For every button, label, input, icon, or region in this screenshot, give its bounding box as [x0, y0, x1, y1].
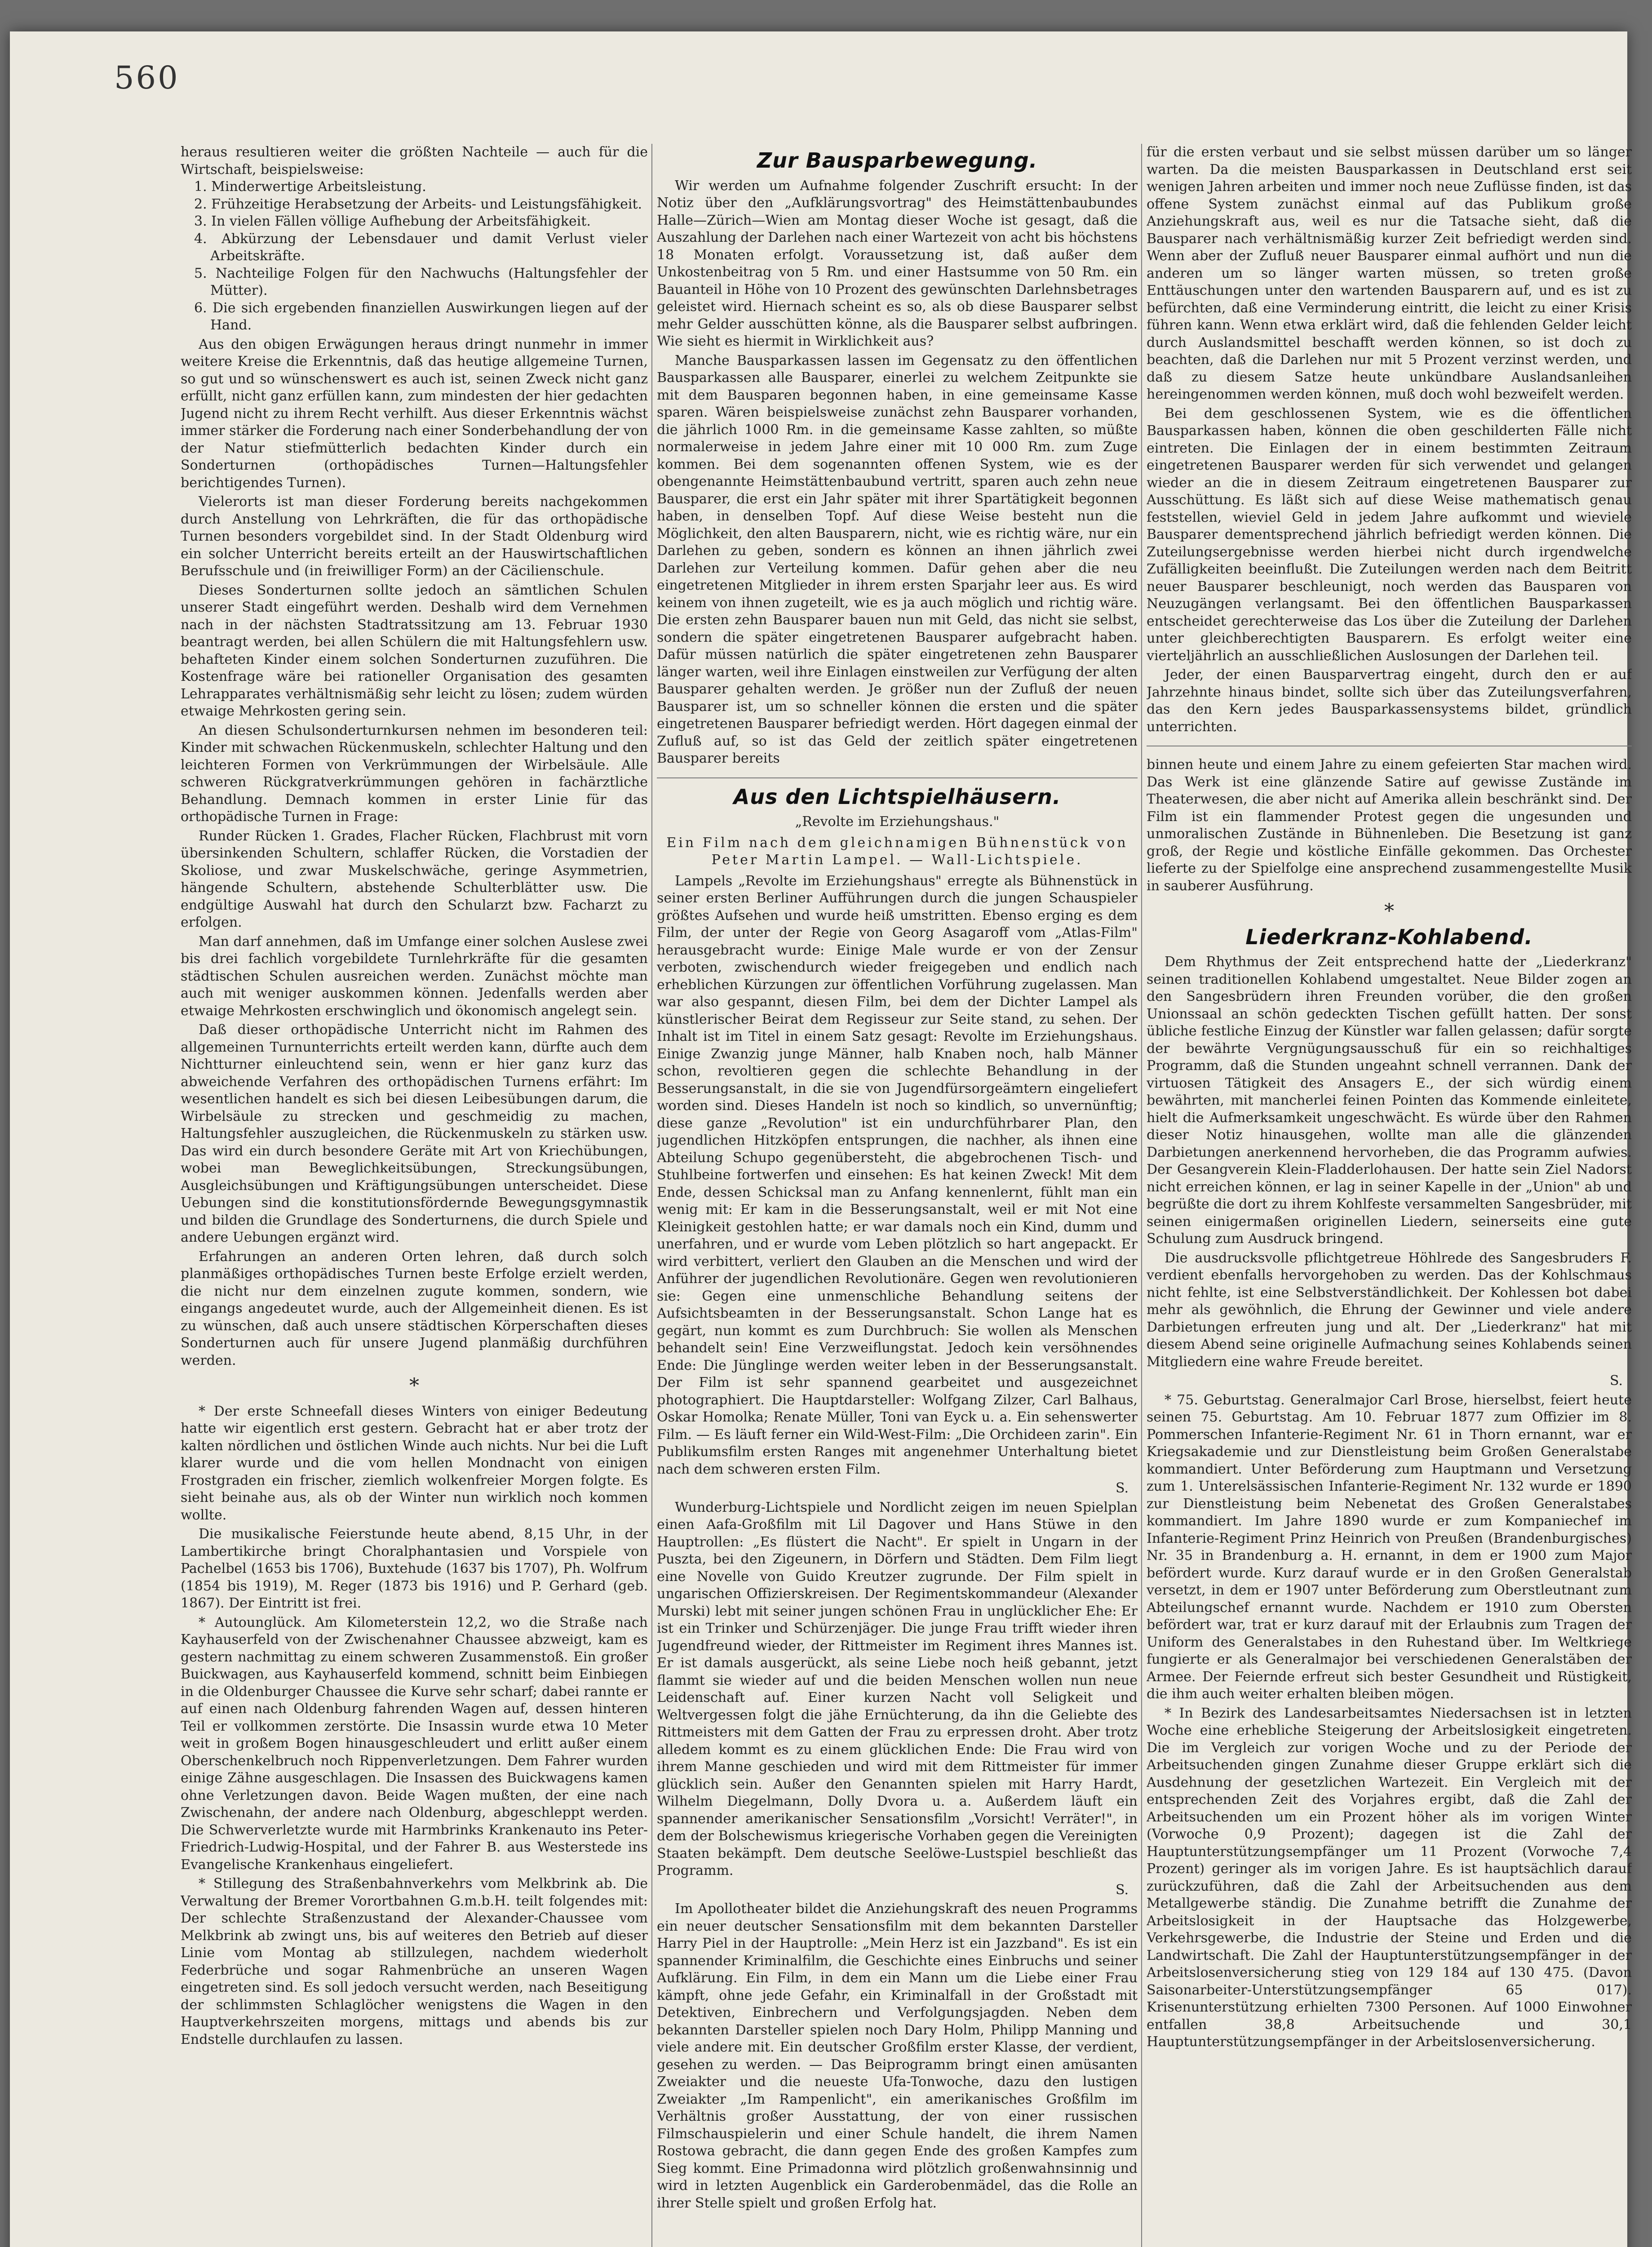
author-signature: S. [1115, 1480, 1129, 1496]
paragraph: Wir werden um Aufnahme folgender Zuschrift ersucht: In der Notiz über den „Aufklärungsvortrag" des Heimstättenbaubundes Halle—Zürich—Wien am Montag dieser Woche ist gesagt, daß die Auszahlung der Darlehen nach einer Wartezeit von acht bis höchstens 18 Monaten erfolgt. Voraussetzung ist, daß außer dem Unkostenbeitrag von 5 Rm. und einer Hastsumme von 50 Rm. ein Bauanteil in Höhe von 10 Prozent des gewünschten Darlehnsbetrages geleistet wird. Hiernach scheint es so, als ob diese Bausparer selbst mehr Gelder ausschütten könne, als die Bausparer selbst aufbringen. Wie sieht es hiermit in Wirklichkeit aus? [657, 178, 1138, 349]
paragraph: Die ausdrucksvolle pflichtgetreue Höhlrede des Sangesbruders F. verdient ebenfalls hervorgehoben zu werden. Das der Kohlschmaus nicht fehlte, ist eine Selbstverständlichkeit. Der Kohlessen bot dabei mehr als gewöhnlich, die Ehrung der Gewinner und viele andere Darbietungen erfreuten jung und alt. Der „Liederkranz" hat mit diesem Abend seine originelle Aufmachung seines Kohlabends seinen Mitgliedern eine wahre Freude bereitet. [1147, 1250, 1632, 1370]
paragraph: Im Apollotheater bildet die Anziehungskraft des neuen Programms ein neuer deutscher Sensationsfilm mit dem bekannten Darsteller Harry Piel in der Hauptrolle: „Mein Herz ist ein Jazzband". Es ist ein spannender Kriminalfilm, die Geschichte eines Einbruchs und seiner Aufklärung. Ein Film, in dem ein Mann um die Liebe einer Frau kämpft, ohne jede Gefahr, ein Kriminalfall in der Großstadt mit Detektiven, Einbrechern und Verfolgungsjagden. Neben dem bekannten Darsteller spielen noch Dary Holm, Philipp Manning und viele andere mit. Ein deutscher Großfilm erster Klasse, der verdient, gesehen zu werden. — Das Beiprogramm bringt einen amüsanten Zweiakter und die neueste Ufa-Tonwoche, dazu den lustigen Zweiakter „Im Rampenlicht", ein amerikanisches Großfilm im Verhältnis großer Ausstattung, der von einer russischen Filmschauspielerin und einer Schule handelt, die ihrem Namen Rostowa gebracht, die dann gegen Ende des großen Kampfes zum Sieg kommt. Eine Primadonna wird plötzlich großenwahnsinnig und wird in letzten Augenblick ein Garderobenmädel, das die Rolle an ihrer Stelle spielt und großen Erfolg hat. [657, 1901, 1138, 2211]
paragraph: An diesen Schulsonderturnkursen nehmen im besonderen teil: Kinder mit schwachen Rückenmuskeln, schlechter Haltung und den leichteren Formen von Verkrümmungen der Wirbelsäule. Alle schweren Rückgratverkrümmungen gehören in fachärztliche Behandlung. Demnach kommen in erster Linie für das orthopädische Turnen in Frage: [181, 722, 648, 825]
column-divider [651, 144, 652, 2247]
list-item: 5. Nachteilige Folgen für den Nachwuchs (Haltungsfehler der Mütter). [194, 265, 648, 298]
newspaper-page [10, 31, 1632, 2247]
author-signature: S. [1609, 1373, 1623, 1389]
section-separator: * [409, 1374, 419, 1397]
news-item-tram-closure: * Stillegung des Straßenbahnverkehrs vom Melkbrink ab. Die Verwaltung der Bremer Vorortbahnen G.m.b.H. teilt folgendes mit: Der schlechte Straßenzustand der Alexander-Chaussee vom Melkbrink ab zwingt uns, bis auf weiteres den Betrieb auf dieser Linie vom Montag ab stillzulegen, nachdem wiederholt Federbrüche und sogar Rahmenbrüche an unseren Wagen eingetreten sind. Es soll jedoch versucht werden, nach Beseitigung der schlimmsten Schlaglöcher wenigstens die Wagen in den Hauptverkehrszeiten morgens, mittags und abends bis zur Endstelle durchlaufen zu lassen. [181, 1876, 648, 2047]
paragraph: Daß dieser orthopädische Unterricht nicht im Rahmen des allgemeinen Turnunterrichts erteilt werden kann, dürfte auch dem Nichtturner einleuchtend sein, wenn er hier ganz kurz das abweichende Verfahren des orthopädischen Turnens erfährt: Im wesentlichen handelt es sich bei diesen Leibesübungen darum, die Wirbelsäule zu strecken und geschmeidig zu machen, Haltungsfehler auszugleichen, die Rückenmuskeln zu stärken usw. Das wird ein durch besondere Geräte mit Art von Kriechübungen, wobei man Beweglichkeitsübungen, Streckungsübungen, Ausgleichsübungen und Kräftigungsübungen unterscheidet. Diese Uebungen sind die konstitutionsfördernde Bewegungsgymnastik und bilden die Grundlage des Sonderturnens, die durch Spiele und andere Uebungen ergänzt wird. [181, 1022, 648, 1245]
article-heading-cinema: Aus den Lichtspielhäusern. [733, 784, 1061, 809]
list-item: 3. In vielen Fällen völlige Aufhebung der Arbeitsfähigkeit. [194, 213, 591, 229]
article-heading-liederkranz: Liederkranz-Kohlabend. [1245, 924, 1533, 949]
news-item-unemployment: * In Bezirk des Landesarbeitsamtes Niedersachsen ist in letzten Woche eine erhebliche Steigerung der Arbeitslosigkeit eingetreten. Die im Vergleich zur vorigen Woche und zu der Periode der Arbeitsuchenden gingen Zunahme dieser Gruppe erklärt sich die Ausdehnung der gesetzlichen Wartezeit. Ein Vergleich mit der entsprechenden Zeit des Vorjahres ergibt, daß die Zahl der Arbeitsuchenden um ein Prozent höher als im vorigen Winter (Vorwoche 0,9 Prozent); dagegen ist die Zahl der Hauptunterstützungsempfänger um 11 Prozent (Vorwoche 7,4 Prozent) geringer als im vorigen Jahre. Es ist hauptsächlich darauf zurückzuführen, daß die Zahl der Arbeitsuchenden aus dem Metallgewerbe ständig. Die Zunahme betrifft die Zunahme der Arbeitslosigkeit in der Hauptsache das Holzgewerbe, Verkehrsgewerbe, die Industrie der Steine und Erden und die Landwirtschaft. Die Zahl der Hauptunterstützungsempfänger in der Arbeitslosenversicherung stieg von 129 184 auf 130 475. (Davon Saisonarbeiter-Unterstützungsempfänger 65 017). Krisenunterstützung erhielten 7300 Personen. Auf 1000 Einwohner entfallen 38,8 Arbeitsuchende und 30,1 Hauptunterstützungsempfänger in der Arbeitslosenversicherung. [1147, 1705, 1632, 2050]
paragraph: Wunderburg-Lichtspiele und Nordlicht zeigen im neuen Spielplan einen Aafa-Großfilm mit Lil Dagover und Hans Stüwe in den Hauptrollen: „Es flüstert die Nacht". Er spielt in Ungarn in der Puszta, bei den Zigeunern, in Dörfern und Städten. Dem Film liegt eine Novelle von Guido Kreutzer zugrunde. Der Film spielt in ungarischen Offizierskreisen. Der Regimentskommandeur (Alexander Murski) lebt mit seiner jungen schönen Frau in unglücklicher Ehe: Er ist ein Trinker und Schürzenjäger. Die junge Frau trifft wieder ihren Jugendfreund wieder, der Rittmeister im Regiment ihres Mannes ist. Er ist damals ausgerückt, als seine Liebe noch heiß gebannt, jetzt flammt sie wieder auf und die beiden Menschen wollen nun neue Leidenschaft auf. Einer kurzen Nacht voll Seligkeit und Weltvergessen folgt die jähe Ernüchterung, da ihn die Geliebte des Rittmeisters mit dem Gatten der Frau zu erpressen droht. Aber trotz alledem kommt es zu einem glücklichen Ende: Die Frau wird von ihrem Manne geschieden und wird mit dem Rittmeister für immer glücklich sein. Außer den Genannten spielen mit Harry Hardt, Wilhelm Diegelmann, Dolly Dvora u. a. Außerdem läuft ein spannender amerikanischer Sensationsfilm „Vorsicht! Verräter!", in dem der Bolschewismus kriegerische Vorhaben gegen die Vereinigten Staaten bekämpft. Dem deutsche Seelöwe-Lustspiel beschließt das Programm. [657, 1499, 1138, 1878]
list-item: 6. Die sich ergebenden finanziellen Auswirkungen liegen auf der Hand. [194, 300, 648, 333]
author-signature: S. [1115, 1882, 1129, 1898]
paragraph: heraus resultieren weiter die größten Nachteile — auch für die Wirtschaft, beispielsweise: [181, 144, 648, 178]
paragraph: Lampels „Revolte im Erziehungshaus" erregte als Bühnenstück in seiner ersten Berliner Aufführungen durch die jungen Schauspieler größtes Aufsehen und wurde heiß umstritten. Ebenso erging es dem Film, der unter der Regie von Georg Asagaroff vom „Atlas-Film" herausgebracht wurde: Einige Male wurde er von der Zensur verboten, zwischendurch wieder freigegeben und endlich nach erheblichen Kürzungen zur öffentlichen Vorführung zugelassen. Man war also gespannt, diesen Film, bei dem der Dichter Lampel als künstlerischer Beirat dem Regisseur zur Seite stand, zu sehen. Der Inhalt ist im Titel in einem Satz gesagt: Revolte im Erziehungshaus. Einige Zwanzig junge Männer, halb Knaben noch, halb Männer schon, revoltieren gegen die schlechte Behandlung in der Besserungsanstalt, in die sie von Jugendfürsorgeämtern eingeliefert worden sind. Dieses Handeln ist noch so kindlich, so unvernünftig; diese ganze „Revolution" ist ein undurchführbarer Plan, den jugendlichen Hitzköpfen entsprungen, die nachher, als ihnen eine Abteilung Schupo gegenübersteht, die abgebrochenen Tisch- und Stuhlbeine fortwerfen und einsehen: Es hat keinen Zweck! Mit dem Ende, dessen Schicksal man zu Anfang kennenlernt, fühlt man ein wenig mit: Er kam in die Besserungsanstalt, weil er mit Not eine Kleinigkeit gestohlen hatte; er war damals noch ein Kind, dumm und unerfahren, und er wurde vom Leben plötzlich so hart angepackt. Er wird verbittert, verliert den Glauben an die Menschen und wird der Anführer der jugendlichen Revolutionäre. Gegen wen revolutionieren sie: Gegen eine unmenschliche Behandlung seitens der Aufsichtsbeamten in der Besserungsanstalt. Schon Lange hat es gegärt, nun kommt es zum Durchbruch: Sie wollen als Menschen behandelt sein! Eine Verzweiflungstat. Jedoch kein versöhnendes Ende: Die Jünglinge werden weiter leben in der Besserungsanstalt. Der Film ist sehr spannend gearbeitet und ausgezeichnet photographiert. Die Hauptdarsteller: Wolfgang Zilzer, Carl Balhaus, Oskar Homolka; Renate Müller, Toni van Eyck u. a. Ein sehenswerter Film. — Es läuft ferner ein Wild-West-Film: „Die Orchideen zarin". Ein Publikumsfilm ersten Ranges mit angenehmer Unterhaltung bietet nach dem schweren ersten Film. [657, 873, 1138, 1477]
list-item: 2. Frühzeitige Herabsetzung der Arbeits- und Leistungsfähigkeit. [194, 196, 642, 212]
paragraph: binnen heute und einem Jahre zu einem gefeierten Star machen wird. Das Werk ist eine glänzende Satire auf gewisse Zustände im Theaterwesen, die aber nicht auf Amerika allein beschränkt sind. Der Film ist ein flammender Protest gegen die ungesunden und unmoralischen Zustände in Bühnenleben. Die Besetzung ist ganz groß, der Regie und köstliche Einfälle gekommen. Das Orchester lieferte zu der Spielfolge eine ansprechend zusammengestellte Musik in sauberer Ausführung. [1147, 757, 1632, 894]
film-subtitle: Ein Film nach dem gleichnamigen Bühnenstück von Peter Martin Lampel. — Wall-Lichtspiele. [666, 835, 1128, 868]
news-item-birthday: * 75. Geburtstag. Generalmajor Carl Brose, hierselbst, feiert heute seinen 75. Geburtstag. Am 10. Februar 1877 zum Offizier im 8. Pommerschen Infanterie-Regiment Nr. 61 in Thorn ernannt, war er Kriegsakademie und zur Dienstleistung beim Großen Generalstabe kommandiert. Unter Beförderung zum Hauptmann und Versetzung zum 1. Unterelsässischen Infanterie-Regiment Nr. 132 wurde er 1890 zur Dienstleistung beim Nebenetat des Großen Generalstabes kommandiert. Im Jahre 1890 wurde er zum Kompaniechef im Infanterie-Regiment Prinz Heinrich von Preußen (Brandenburgisches) Nr. 35 in Brandenburg a. H. ernannt, in dem er 1900 zum Major befördert wurde. Kurz darauf wurde er in den Großen Generalstab versetzt, in dem er 1907 unter Beförderung zum Oberstleutnant zum Abteilungschef ernannt wurde. Nachdem er 1910 zum Obersten befördert war, trat er kurz darauf mit der Erlaubnis zum Tragen der Uniform des Generalstabes in den Ruhestand über. Im Weltkriege fungierte er als Generalmajor bei verschiedenen Generalstäben der Armee. Der Feiernde erfreut sich bester Gesundheit und Rüstigkeit, die ihm auch weiter erhalten bleiben mögen. [1147, 1392, 1632, 1702]
section-separator: * [1384, 900, 1394, 923]
paragraph: Aus den obigen Erwägungen heraus dringt nunmehr in immer weitere Kreise die Erkenntnis, daß das heutige allgemeine Turnen, so gut und so wünschenswert es auch ist, seinen Zweck nicht ganz erfüllt, nicht ganz erfüllen kann, zum mindesten der hier gedachten Jugend nicht zu ihrem Recht verhilft. Aus dieser Erkenntnis wächst immer stärker die Forderung nach einer Sonderbehandlung der von der Natur stiefmütterlich bedachten Kinder durch ein Sonderturnen (orthopädisches Turnen—Haltungsfehler berichtigendes Turnen). [181, 336, 648, 491]
paragraph: für die ersten verbaut und sie selbst müssen darüber um so länger warten. Da die meisten Bausparkassen in Deutschland erst seit wenigen Jahren arbeiten und immer noch neue Zuflüsse finden, ist das offene System zunächst einmal auf das Publikum große Anziehungskraft aus, weil es nur die Tatsache sieht, daß die Bausparer nach verhältnismäßig kurzer Zeit befriedigt werden sind. Wenn aber der Zufluß neuer Bausparer einmal aufhört und nun die anderen um so länger warten müssen, so treten große Enttäuschungen unter den wartenden Bausparern auf, und es ist zu befürchten, daß eine Verminderung eintritt, die leicht zu einer Krisis führen kann. Wenn etwa erklärt wird, daß die fehlenden Gelder leicht durch Auslandsmittel beschafft werden können, so ist doch zu beachten, daß die Darlehen nur mit 5 Prozent verzinst werden, und daß zu diesem Satze heute unkündbare Auslandsanleihen hereingenommen werden können, muß doch wohl bezweifelt werden. [1147, 144, 1632, 402]
paragraph: Runder Rücken 1. Grades, Flacher Rücken, Flachbrust mit vorn übersinkenden Schultern, schlaffer Rücken, die Vorstadien der Skoliose, und zwar Muskelschwäche, geringe Asymmetrien, hängende Schultern, abstehende Schulterblätter usw. Die endgültige Auswahl hat durch den Schularzt bzw. Facharzt zu erfolgen. [181, 828, 648, 930]
film-title: „Revolte im Erziehungshaus." [795, 814, 1000, 830]
list-item: 4. Abkürzung der Lebensdauer und damit Verlust vieler Arbeitskräfte. [194, 231, 648, 264]
news-item-concert: Die musikalische Feierstunde heute abend, 8,15 Uhr, in der Lambertikirche bringt Choralphantasien und Vorspiele von Pachelbel (1653 bis 1706), Buxtehude (1637 bis 1707), Ph. Wolfrum (1854 bis 1919), M. Reger (1873 bis 1916) und P. Gerhard (geb. 1867). Der Eintritt ist frei. [181, 1526, 648, 1611]
paragraph: Bei dem geschlossenen System, wie es die öffentlichen Bausparkassen haben, können die oben geschilderten Fälle nicht eintreten. Die Einlagen der in einem bestimmten Zeitraum eingetretenen Bausparer werden für sich verwendet und gelangen wieder an die in diesem Zeitraum eingetretenen Bausparer zur Ausschüttung. Es läßt sich auf diese Weise mathematisch genau feststellen, wieviel Geld in jedem Jahre aufkommt und wieviele Bausparer dementsprechend jährlich befriedigt werden können. Die Zuteilungsergebnisse werden hierbei nicht durch irgendwelche Zufälligkeiten beeinflußt. Die Zuteilungen werden nach dem Beitritt neuer Bausparer beschleunigt, noch werden das Bausparen von Neuzugängen verlangsamt. Bei den öffentlichen Bausparkassen entscheidet gerechterweise das Los über die Zuteilung der Darlehen unter gleichberechtigten Bausparern. Es erfolgt weiter eine vierteljährlich an ausschließlichen Auslosungen der Darlehen teil. [1147, 405, 1632, 664]
paragraph: Jeder, der einen Bausparvertrag eingeht, durch den er auf Jahrzehnte hinaus bindet, sollte sich über das Zuteilungsverfahren, das den Kern jedes Bausparkassensystems bildet, gründlich unterrichten. [1147, 667, 1632, 735]
page-number: 560 [114, 59, 180, 96]
divider [657, 777, 1138, 778]
paragraph: Erfahrungen an anderen Orten lehren, daß durch solch planmäßiges orthopädisches Turnen beste Erfolge erzielt werden, die nicht nur dem einzelnen zugute kommen, sondern, wie eingangs angedeutet wurde, auch der Allgemeinheit dienen. Es ist zu wünschen, daß auch unsere städtischen Körperschaften dieses Sonderturnen auch für unsere Jugend planmäßig durchführen werden. [181, 1248, 648, 1368]
paragraph: Dieses Sonderturnen sollte jedoch an sämtlichen Schulen unserer Stadt eingeführt werden. Deshalb wird dem Vernehmen nach in der nächsten Stadtratssitzung am 13. Februar 1930 beantragt werden, bei allen Schülern die mit Haltungsfehlern usw. behafteten Kinder einem solchen Sonderturnen zuzuführen. Die Kostenfrage wäre bei rationeller Organisation des gesamten Lehrapparates verhältnismäßig sehr leicht zu lösen; zudem würden etwaige Mehrkosten gering sein. [181, 582, 648, 719]
article-heading-bauspar: Zur Bausparbewegung. [757, 148, 1038, 173]
column-left [181, 144, 648, 2247]
list-item: 1. Minderwertige Arbeitsleistung. [194, 179, 426, 195]
paragraph: Dem Rhythmus der Zeit entsprechend hatte der „Liederkranz" seinen traditionellen Kohlabend umgestaltet. Neue Bilder zogen an den Sangesbrüdern ihren Freunden vorüber, die den großen Unionssaal an schön gedeckten Tischen gefüllt hatten. Der sonst übliche festliche Einzug der Künstler war fallen gelassen; dafür sorgte der bewährte Vergnügungsausschuß für ein so reichhaltiges Programm, daß die Stunden ungeahnt schnell verrannen. Dank der virtuosen Tätigkeit des Ansagers E., der sich würdig einem bewährten, mit mancherlei feinen Pointen das Kommende einleitete, hielt die Aufmerksamkeit ungeschwächt. Es würde über den Rahmen dieser Notiz hinausgehen, wollte man alle die glänzenden Darbietungen anerkennend hervorheben, die das Programm aufwies. Der Gesangverein Klein-Fladderlohausen. Der hatte sein Ziel Nadorst nicht erreichen können, er lag in seiner Kapelle in der „Union" ab und begrüßte die dort zu ihrem Kohlfeste versammelten Sangesbrüder, mit seinen einigermaßen originellen Liedern, seinerseits eine gute Schulung zum Ausdruck bringend. [1147, 954, 1632, 1247]
column-right [1147, 144, 1632, 2247]
column-divider [1141, 144, 1142, 2247]
news-item-car-accident: * Autounglück. Am Kilometerstein 12,2, wo die Straße nach Kayhauserfeld von der Zwischenahner Chaussee abzweigt, kam es gestern nachmittag zu einem schweren Zusammenstoß. Ein großer Buickwagen, aus Kayhauserfeld kommend, schnitt beim Einbiegen in die Oldenburger Chaussee die Kurve sehr scharf; dabei rannte er auf einen nach Oldenburg fahrenden Wagen auf, dessen hinteren Teil er vollkommen zerstörte. Die Insassin wurde etwa 10 Meter weit in großem Bogen hinausgeschleudert und erlitt außer einem Oberschenkelbruch noch Rippenverletzungen. Dem Fahrer wurden einige Zähne ausgeschlagen. Die Insassen des Buickwagens kamen ohne Verletzungen davon. Beide Wagen mußten, der eine nach Zwischenahn, der andere nach Oldenburg, abgeschleppt werden. Die Schwerverletzte wurde mit Harmbrinks Krankenauto ins Peter-Friedrich-Ludwig-Hospital, und der Fahrer B. aus Westerstede ins Evangelische Krankenhaus eingeliefert. [181, 1614, 648, 1873]
paragraph: Manche Bausparkassen lassen im Gegensatz zu den öffentlichen Bausparkassen alle Bausparer, einerlei zu welchem Zeitpunkte sie mit dem Bausparen begonnen haben, in eine gemeinsame Kasse sparen. Wären beispielsweise zunächst zehn Bausparer vorhanden, die jährlich 1000 Rm. in die gemeinsame Kasse zahlten, so müßte normalerweise in jedem Jahre einer mit 10 000 Rm. zum Zuge kommen. Bei dem sogenannten offenen System, wie es der obengenannte Heimstättenbaubund vertritt, sparen auch zehn neue Bausparer, die erst ein Jahr später mit ihrer Spartätigkeit begonnen haben, in denselben Topf. Auf diese Weise besteht nun die Möglichkeit, den alten Bausparern, nicht, wie es richtig wäre, nur ein Darlehen zu geben, sondern es können an ihnen jährlich zwei Darlehen zur Verteilung kommen. Dafür gehen aber die neu eingetretenen Mitglieder in ihrem ersten Sparjahr leer aus. Es wird keinem von ihnen zugeteilt, wie es ja auch möglich und richtig wäre. Die ersten zehn Bausparer bauen nun mit Geld, das nicht sie selbst, sondern die später eingetretenen Bausparer aufgebracht haben. Dafür müssen natürlich die später eingetretenen zehn Bausparer länger warten, weil ihre Einlagen einstweilen zur Verfügung der alten Bausparer gehalten werden. Je größer nun der Zufluß der neuen Bausparer ist, um so schneller können die ersten und die später eingetretenen Bausparer befriedigt werden. Hört dagegen einmal der Zufluß auf, so ist das Geld der zeitlich später eingetretenen Bausparer bereits [657, 352, 1138, 766]
column-middle [657, 144, 1138, 2247]
news-item-snowfall: * Der erste Schneefall dieses Winters von einiger Bedeutung hatte wir eigentlich erst gestern. Gebracht hat er aber trotz der kalten nördlichen und östlichen Winde auch nichts. Nur bei die Luft klarer wurde und die vom hellen Mondnacht von einigen Frostgraden ein frischer, ziemlich wolkenfreier Morgen folgte. Es sieht beinahe aus, als ob der Winter nun wirklich noch kommen wollte. [181, 1403, 648, 1523]
paragraph: Man darf annehmen, daß im Umfange einer solchen Auslese zwei bis drei fachlich vorgebildete Turnlehrkräfte für die gesamten städtischen Schulen ausreichen werden. Zunächst möchte man auch mit weniger auskommen können. Jedenfalls werden aber etwaige Mehrkosten erschwinglich und ökonomisch angelegt sein. [181, 933, 648, 1019]
paragraph: Vielerorts ist man dieser Forderung bereits nachgekommen durch Anstellung von Lehrkräften, die für das orthopädische Turnen besonders vorgebildet sind. In der Stadt Oldenburg wird ein solcher Unterricht bereits erteilt an der Hauswirtschaftlichen Berufsschule und (in freiwilliger Form) an der Cäcilienschule. [181, 494, 648, 579]
